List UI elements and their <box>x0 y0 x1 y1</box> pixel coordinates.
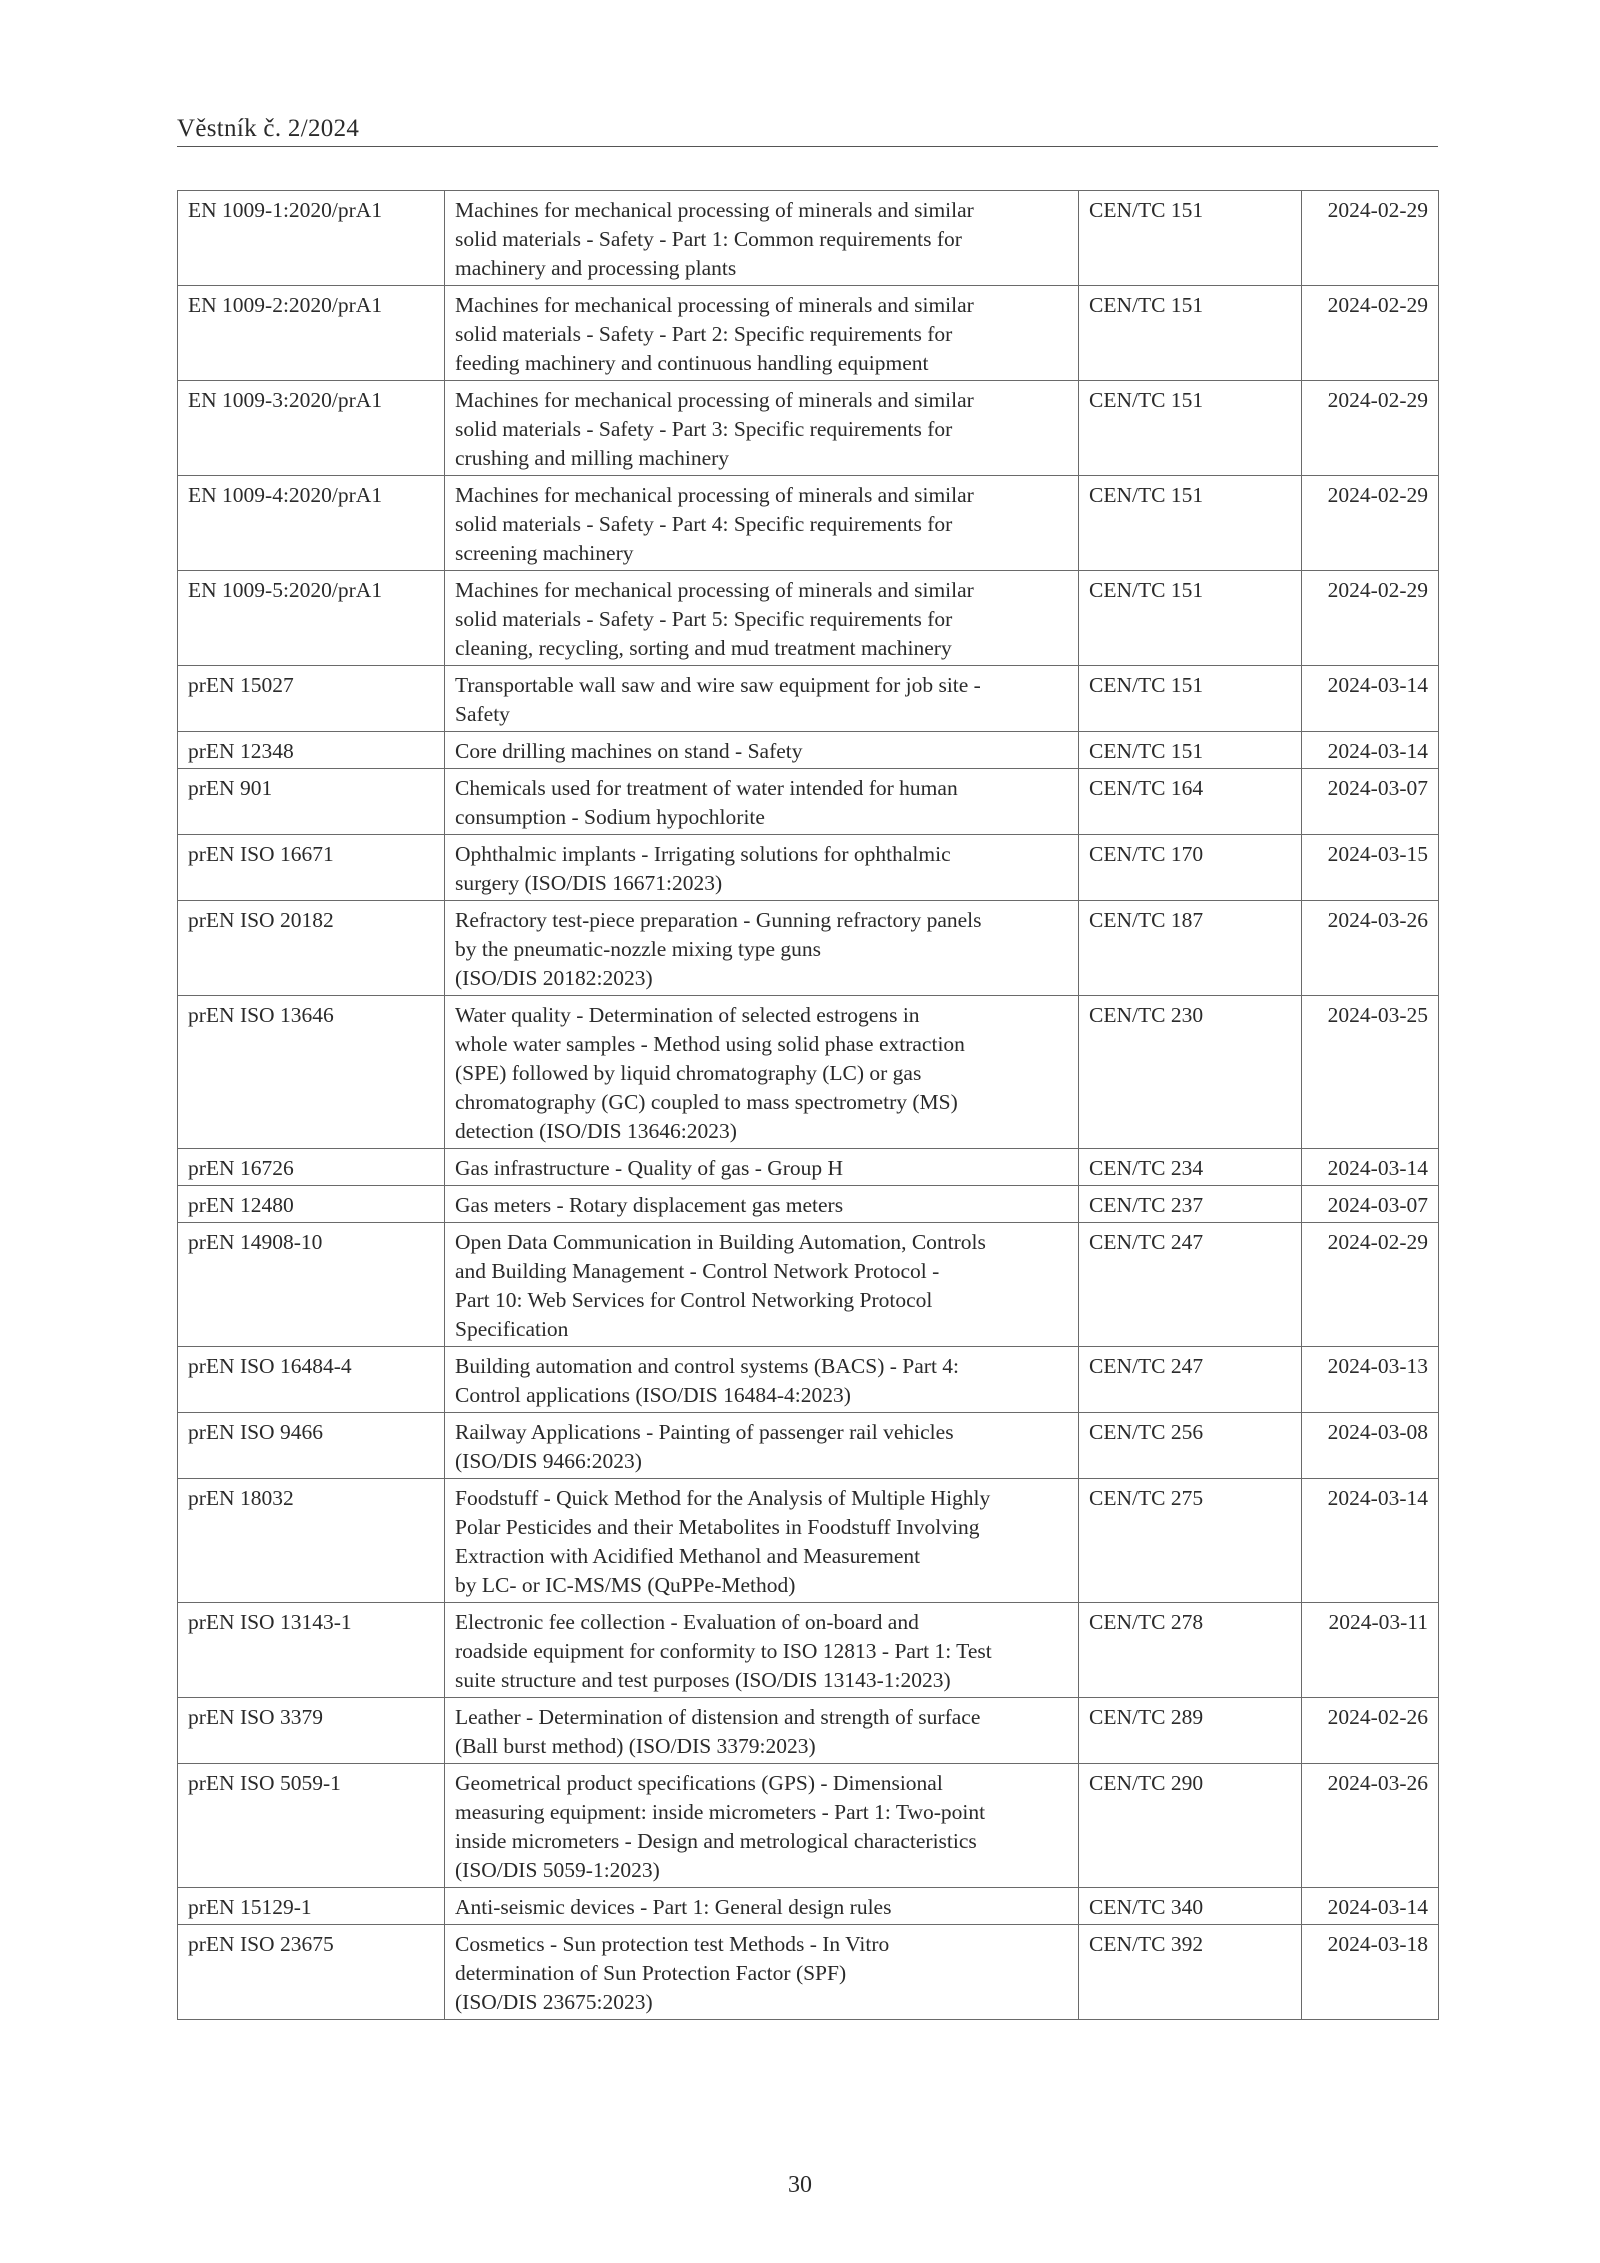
table-row <box>178 732 1439 769</box>
standard-code-cell: prEN 12348 <box>178 732 445 769</box>
standard-title-cell <box>445 1888 1079 1925</box>
standard-title-line: Machines for mechanical processing of minerals and similar <box>455 483 974 507</box>
standard-title-cell <box>445 381 1079 476</box>
table-row <box>178 1764 1439 1888</box>
standard-title-line: Machines for mechanical processing of minerals and similar <box>455 198 974 222</box>
standards-table-body <box>178 191 1439 2020</box>
deadline-date-cell: 2024-02-29 <box>1302 1223 1439 1347</box>
table-row <box>178 571 1439 666</box>
standard-code-cell: EN 1009-2:2020/prA1 <box>178 286 445 381</box>
standard-title-line: Geometrical product specifications (GPS) - Dimensional <box>455 1771 943 1795</box>
standard-title-cell <box>445 571 1079 666</box>
standard-title-cell <box>445 191 1079 286</box>
standard-title-line: inside micrometers - Design and metrological characteristics <box>455 1829 977 1853</box>
standard-title-cell <box>445 901 1079 996</box>
standard-title-line: Railway Applications - Painting of passenger rail vehicles <box>455 1420 954 1444</box>
table-row <box>178 286 1439 381</box>
table-row <box>178 666 1439 732</box>
standard-title-cell <box>445 1347 1079 1413</box>
standard-title-line: Core drilling machines on stand - Safety <box>455 739 803 763</box>
standard-code-cell: prEN ISO 23675 <box>178 1925 445 2020</box>
technical-committee-cell: CEN/TC 164 <box>1079 769 1302 835</box>
standard-title-line: Anti-seismic devices - Part 1: General design rules <box>455 1895 892 1919</box>
technical-committee-cell: CEN/TC 247 <box>1079 1347 1302 1413</box>
standard-code-cell: prEN ISO 3379 <box>178 1698 445 1764</box>
technical-committee-cell: CEN/TC 289 <box>1079 1698 1302 1764</box>
standard-title-line: suite structure and test purposes (ISO/DIS 13143-1:2023) <box>455 1668 951 1692</box>
technical-committee-cell: CEN/TC 187 <box>1079 901 1302 996</box>
standard-title-line: Ophthalmic implants - Irrigating solutions for ophthalmic <box>455 842 951 866</box>
standard-title-line: and Building Management - Control Network Protocol - <box>455 1259 940 1283</box>
table-row <box>178 1603 1439 1698</box>
standard-title-line: crushing and milling machinery <box>455 446 730 470</box>
standard-code-cell: prEN 901 <box>178 769 445 835</box>
table-row <box>178 381 1439 476</box>
standard-title-line: (Ball burst method) (ISO/DIS 3379:2023) <box>455 1734 816 1758</box>
deadline-date-cell: 2024-03-11 <box>1302 1603 1439 1698</box>
standard-code-cell: prEN ISO 9466 <box>178 1413 445 1479</box>
technical-committee-cell: CEN/TC 230 <box>1079 996 1302 1149</box>
standard-title-cell <box>445 769 1079 835</box>
standard-code-cell: EN 1009-5:2020/prA1 <box>178 571 445 666</box>
standard-title-line: Machines for mechanical processing of minerals and similar <box>455 388 974 412</box>
technical-committee-cell: CEN/TC 151 <box>1079 191 1302 286</box>
standard-title-line: cleaning, recycling, sorting and mud treatment machinery <box>455 636 952 660</box>
standard-title-cell <box>445 732 1079 769</box>
technical-committee-cell: CEN/TC 151 <box>1079 381 1302 476</box>
deadline-date-cell: 2024-03-13 <box>1302 1347 1439 1413</box>
table-row <box>178 996 1439 1149</box>
deadline-date-cell: 2024-03-14 <box>1302 1888 1439 1925</box>
technical-committee-cell: CEN/TC 392 <box>1079 1925 1302 2020</box>
technical-committee-cell: CEN/TC 151 <box>1079 286 1302 381</box>
standard-code-cell: prEN 16726 <box>178 1149 445 1186</box>
table-row <box>178 191 1439 286</box>
standard-title-line: Electronic fee collection - Evaluation of on-board and <box>455 1610 919 1634</box>
standard-title-line: Refractory test-piece preparation - Gunning refractory panels <box>455 908 982 932</box>
standard-title-line: whole water samples - Method using solid phase extraction <box>455 1032 965 1056</box>
standard-title-line: Polar Pesticides and their Metabolites in Foodstuff Involving <box>455 1515 980 1539</box>
technical-committee-cell: CEN/TC 151 <box>1079 666 1302 732</box>
standard-code-cell: prEN 15129-1 <box>178 1888 445 1925</box>
table-row <box>178 1149 1439 1186</box>
standard-title-line: Extraction with Acidified Methanol and Measurement <box>455 1544 921 1568</box>
standard-title-line: by the pneumatic-nozzle mixing type guns <box>455 937 822 961</box>
standard-title-cell <box>445 1149 1079 1186</box>
standard-title-cell <box>445 1698 1079 1764</box>
deadline-date-cell: 2024-02-26 <box>1302 1698 1439 1764</box>
standard-title-line: Gas infrastructure - Quality of gas - Group H <box>455 1156 844 1180</box>
technical-committee-cell: CEN/TC 256 <box>1079 1413 1302 1479</box>
standard-title-cell <box>445 476 1079 571</box>
technical-committee-cell: CEN/TC 151 <box>1079 571 1302 666</box>
standard-title-line: determination of Sun Protection Factor (SPF) <box>455 1961 847 1985</box>
technical-committee-cell: CEN/TC 170 <box>1079 835 1302 901</box>
standard-title-line: surgery (ISO/DIS 16671:2023) <box>455 871 723 895</box>
standard-title-line: screening machinery <box>455 541 634 565</box>
standard-title-line: (ISO/DIS 5059-1:2023) <box>455 1858 660 1882</box>
standard-code-cell: prEN ISO 16671 <box>178 835 445 901</box>
standard-title-line: Part 10: Web Services for Control Networking Protocol <box>455 1288 933 1312</box>
standard-title-cell <box>445 1223 1079 1347</box>
technical-committee-cell: CEN/TC 151 <box>1079 732 1302 769</box>
standard-title-line: measuring equipment: inside micrometers - Part 1: Two-point <box>455 1800 986 1824</box>
table-row <box>178 835 1439 901</box>
standard-title-line: (ISO/DIS 23675:2023) <box>455 1990 653 2014</box>
standard-title-cell <box>445 1186 1079 1223</box>
table-row <box>178 901 1439 996</box>
standard-title-line: solid materials - Safety - Part 2: Specific requirements for <box>455 322 953 346</box>
standard-code-cell: prEN ISO 13143-1 <box>178 1603 445 1698</box>
deadline-date-cell: 2024-02-29 <box>1302 286 1439 381</box>
standard-code-cell: EN 1009-1:2020/prA1 <box>178 191 445 286</box>
standard-title-cell <box>445 1413 1079 1479</box>
journal-title: Věstník č. 2/2024 <box>177 115 360 142</box>
standard-title-line: Gas meters - Rotary displacement gas meters <box>455 1193 844 1217</box>
standard-title-line: (ISO/DIS 20182:2023) <box>455 966 653 990</box>
standard-code-cell: prEN ISO 13646 <box>178 996 445 1149</box>
deadline-date-cell: 2024-02-29 <box>1302 191 1439 286</box>
page-number: 30 <box>788 2172 812 2198</box>
standard-code-cell: prEN 18032 <box>178 1479 445 1603</box>
deadline-date-cell: 2024-03-26 <box>1302 1764 1439 1888</box>
standard-code-cell: prEN ISO 16484-4 <box>178 1347 445 1413</box>
standard-code-cell: EN 1009-4:2020/prA1 <box>178 476 445 571</box>
standard-title-cell <box>445 1925 1079 2020</box>
standard-title-cell <box>445 1479 1079 1603</box>
standard-title-line: machinery and processing plants <box>455 256 737 280</box>
standard-title-line: Chemicals used for treatment of water intended for human <box>455 776 958 800</box>
technical-committee-cell: CEN/TC 247 <box>1079 1223 1302 1347</box>
standards-table <box>177 190 1439 2020</box>
standard-code-cell: prEN ISO 5059-1 <box>178 1764 445 1888</box>
table-row <box>178 476 1439 571</box>
technical-committee-cell: CEN/TC 275 <box>1079 1479 1302 1603</box>
standard-title-line: Specification <box>455 1317 569 1341</box>
standard-title-line: Machines for mechanical processing of minerals and similar <box>455 578 974 602</box>
table-row <box>178 1186 1439 1223</box>
table-row <box>178 1888 1439 1925</box>
standard-title-cell <box>445 286 1079 381</box>
standard-title-line: Open Data Communication in Building Automation, Controls <box>455 1230 986 1254</box>
table-row <box>178 1223 1439 1347</box>
deadline-date-cell: 2024-03-07 <box>1302 1186 1439 1223</box>
standard-title-line: solid materials - Safety - Part 5: Specific requirements for <box>455 607 953 631</box>
standard-title-line: by LC- or IC-MS/MS (QuPPe-Method) <box>455 1573 796 1597</box>
standard-title-line: chromatography (GC) coupled to mass spectrometry (MS) <box>455 1090 958 1114</box>
standard-code-cell: prEN 12480 <box>178 1186 445 1223</box>
standard-title-line: feeding machinery and continuous handling equipment <box>455 351 929 375</box>
standard-title-line: (SPE) followed by liquid chromatography (LC) or gas <box>455 1061 922 1085</box>
technical-committee-cell: CEN/TC 237 <box>1079 1186 1302 1223</box>
standard-title-line: Machines for mechanical processing of minerals and similar <box>455 293 974 317</box>
standard-title-cell <box>445 1603 1079 1698</box>
standard-title-line: solid materials - Safety - Part 3: Specific requirements for <box>455 417 953 441</box>
deadline-date-cell: 2024-02-29 <box>1302 476 1439 571</box>
deadline-date-cell: 2024-03-18 <box>1302 1925 1439 2020</box>
standard-title-line: Water quality - Determination of selected estrogens in <box>455 1003 920 1027</box>
standard-title-line: Leather - Determination of distension and strength of surface <box>455 1705 981 1729</box>
deadline-date-cell: 2024-02-29 <box>1302 571 1439 666</box>
standard-title-line: Control applications (ISO/DIS 16484-4:2023) <box>455 1383 851 1407</box>
standard-title-cell <box>445 666 1079 732</box>
table-row <box>178 1698 1439 1764</box>
standard-title-line: (ISO/DIS 9466:2023) <box>455 1449 642 1473</box>
deadline-date-cell: 2024-03-14 <box>1302 1149 1439 1186</box>
standard-title-line: Foodstuff - Quick Method for the Analysis of Multiple Highly <box>455 1486 991 1510</box>
standard-title-line: detection (ISO/DIS 13646:2023) <box>455 1119 737 1143</box>
standard-title-line: roadside equipment for conformity to ISO 12813 - Part 1: Test <box>455 1639 992 1663</box>
deadline-date-cell: 2024-03-14 <box>1302 732 1439 769</box>
technical-committee-cell: CEN/TC 234 <box>1079 1149 1302 1186</box>
deadline-date-cell: 2024-03-14 <box>1302 666 1439 732</box>
deadline-date-cell: 2024-02-29 <box>1302 381 1439 476</box>
table-row <box>178 1413 1439 1479</box>
standard-title-line: Transportable wall saw and wire saw equipment for job site - <box>455 673 981 697</box>
standard-title-line: solid materials - Safety - Part 4: Specific requirements for <box>455 512 953 536</box>
table-row <box>178 1925 1439 2020</box>
standard-code-cell: prEN 15027 <box>178 666 445 732</box>
deadline-date-cell: 2024-03-08 <box>1302 1413 1439 1479</box>
table-row <box>178 1479 1439 1603</box>
standard-title-cell <box>445 1764 1079 1888</box>
standard-code-cell: prEN ISO 20182 <box>178 901 445 996</box>
standard-title-line: solid materials - Safety - Part 1: Common requirements for <box>455 227 962 251</box>
deadline-date-cell: 2024-03-25 <box>1302 996 1439 1149</box>
standard-code-cell: prEN 14908-10 <box>178 1223 445 1347</box>
table-row <box>178 769 1439 835</box>
standard-code-cell: EN 1009-3:2020/prA1 <box>178 381 445 476</box>
technical-committee-cell: CEN/TC 290 <box>1079 1764 1302 1888</box>
standard-title-line: Building automation and control systems (BACS) - Part 4: <box>455 1354 960 1378</box>
page-header <box>177 112 1438 147</box>
standard-title-cell <box>445 835 1079 901</box>
deadline-date-cell: 2024-03-14 <box>1302 1479 1439 1603</box>
technical-committee-cell: CEN/TC 340 <box>1079 1888 1302 1925</box>
deadline-date-cell: 2024-03-07 <box>1302 769 1439 835</box>
standard-title-line: Cosmetics - Sun protection test Methods - In Vitro <box>455 1932 890 1956</box>
standard-title-cell <box>445 996 1079 1149</box>
technical-committee-cell: CEN/TC 278 <box>1079 1603 1302 1698</box>
standard-title-line: Safety <box>455 702 510 726</box>
table-row <box>178 1347 1439 1413</box>
deadline-date-cell: 2024-03-26 <box>1302 901 1439 996</box>
standard-title-line: consumption - Sodium hypochlorite <box>455 805 765 829</box>
deadline-date-cell: 2024-03-15 <box>1302 835 1439 901</box>
technical-committee-cell: CEN/TC 151 <box>1079 476 1302 571</box>
